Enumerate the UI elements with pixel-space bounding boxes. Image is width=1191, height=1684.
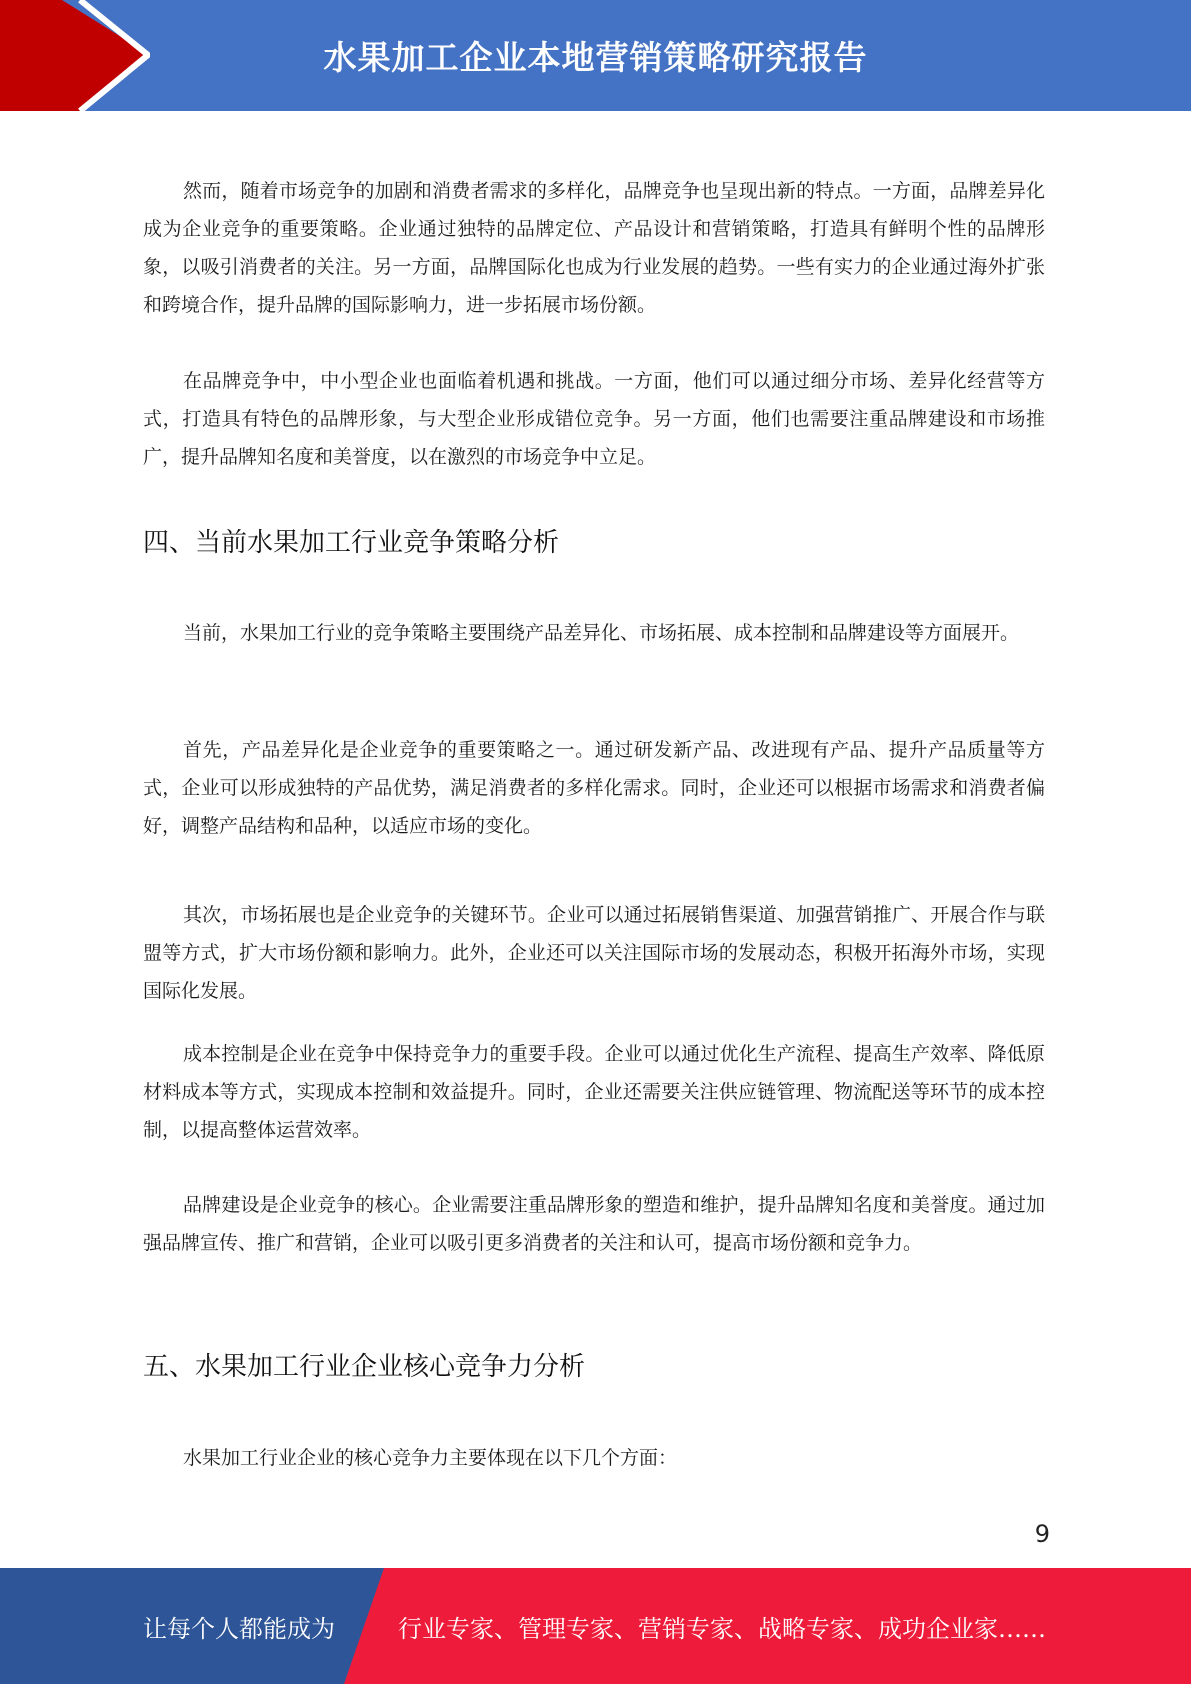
footer-slogan-left: 让每个人都能成为	[143, 1614, 335, 1643]
header-red-arrow	[0, 0, 150, 111]
paragraph-market-expansion: 其次，市场拓展也是企业竞争的关键环节。企业可以通过拓展销售渠道、加强营销推广、开展合作与联盟等方式，扩大市场份额和影响力。此外，企业还可以关注国际市场的发展动态，积极开拓海外市场，实现国际化发展。	[143, 904, 1045, 1002]
page-header	[0, 0, 1191, 111]
paragraph-sme-competition: 在品牌竞争中，中小型企业也面临着机遇和挑战。一方面，他们可以通过细分市场、差异化经营等方式，打造具有特色的品牌形象，与大型企业形成错位竞争。另一方面，他们也需要注重品牌建设和市场推广，提升品牌知名度和美誉度，以在激烈的市场竞争中立足。	[143, 370, 1045, 468]
page-number: 9	[1034, 1520, 1050, 1548]
header-arrow-decoration	[0, 0, 150, 111]
paragraph-brand-building: 品牌建设是企业竞争的核心。企业需要注重品牌形象的塑造和维护，提升品牌知名度和美誉度。通过加强品牌宣传、推广和营销，企业可以吸引更多消费者的关注和认可，提高市场份额和竞争力。	[143, 1194, 1045, 1254]
paragraph-brand-competition: 然而，随着市场竞争的加剧和消费者需求的多样化，品牌竞争也呈现出新的特点。一方面，品牌差异化成为企业竞争的重要策略。企业通过独特的品牌定位、产品设计和营销策略，打造具有鲜明个性的品牌形象，以吸引消费者的关注。另一方面，品牌国际化也成为行业发展的趋势。一些有实力的企业通过海外扩张和跨境合作，提升品牌的国际影响力，进一步拓展市场份额。	[143, 180, 1045, 316]
section-heading-4: 四、当前水果加工行业竞争策略分析	[143, 528, 560, 558]
paragraph-strategy-overview: 当前，水果加工行业的竞争策略主要围绕产品差异化、市场拓展、成本控制和品牌建设等方面展开。	[183, 622, 1020, 644]
footer-slogan-right: 行业专家、管理专家、营销专家、战略专家、成功企业家……	[398, 1614, 1046, 1643]
paragraph-product-differentiation: 首先，产品差异化是企业竞争的重要策略之一。通过研发新产品、改进现有产品、提升产品质量等方式，企业可以形成独特的产品优势，满足消费者的多样化需求。同时，企业还可以根据市场需求和消费者偏好，调整产品结构和品种，以适应市场的变化。	[143, 739, 1045, 837]
paragraph-cost-control: 成本控制是企业在竞争中保持竞争力的重要手段。企业可以通过优化生产流程、提高生产效率、降低原材料成本等方式，实现成本控制和效益提升。同时，企业还需要关注供应链管理、物流配送等环节的成本控制，以提高整体运营效率。	[143, 1043, 1045, 1141]
section-heading-5: 五、水果加工行业企业核心竞争力分析	[143, 1352, 586, 1382]
paragraph-core-competitiveness: 水果加工行业企业的核心竞争力主要体现在以下几个方面：	[183, 1447, 678, 1469]
page-footer	[0, 1568, 1191, 1684]
document-title: 水果加工企业本地营销策略研究报告	[323, 38, 868, 77]
